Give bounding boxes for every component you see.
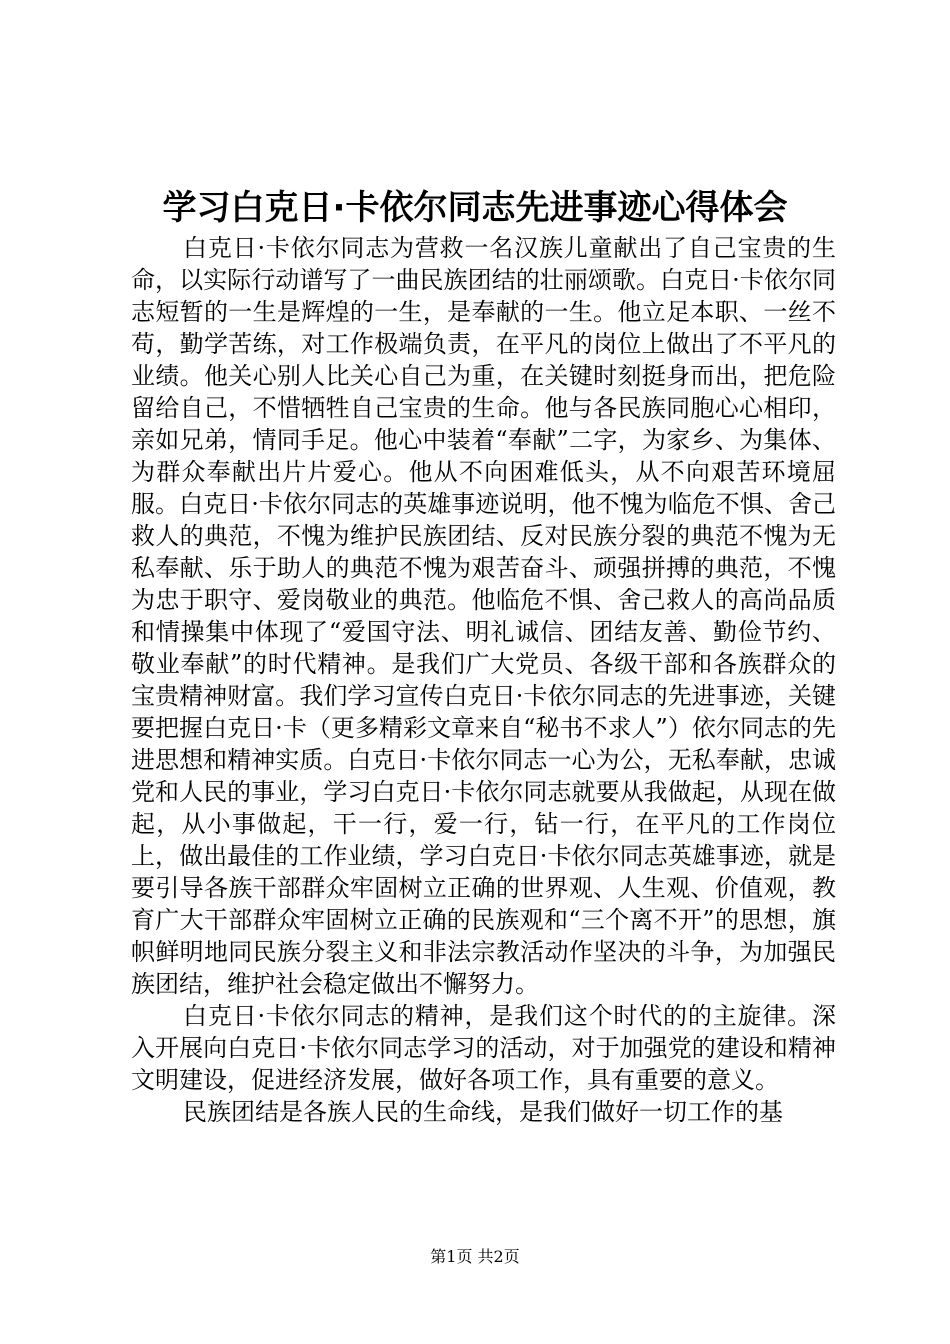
body-paragraph-2: 白克日·卡依尔同志的精神，是我们这个时代的的主旋律。深入开展向白克日·卡依尔同志学习的活动，对于加强党的建设和精神文明建设，促进经济发展，做好各项工作，具有重要的意义。	[131, 1002, 836, 1094]
page-footer	[0, 1246, 950, 1268]
page-number-indicator: 第1页 共2页	[430, 1247, 520, 1266]
body-paragraph-1: 白克日·卡依尔同志为营救一名汉族儿童献出了自己宝贵的生命，以实际行动谱写了一曲民族团结的壮丽颂歌。白克日·卡依尔同志短暂的一生是辉煌的一生，是奉献的一生。他立足本职、一丝不苟，勤学苦练，对工作极端负责，在平凡的岗位上做出了不平凡的业绩。他关心别人比关心自己为重，在关键时刻挺身而出，把危险留给自己，不惜牺牲自己宝贵的生命。他与各民族同胞心心相印，亲如兄弟，情同手足。他心中装着“奉献”二字，为家乡、为集体、为群众奉献出片片爱心。他从不向困难低头，从不向艰苦环境屈服。白克日·卡依尔同志的英雄事迹说明，他不愧为临危不惧、舍己救人的典范，不愧为维护民族团结、反对民族分裂的典范不愧为无私奉献、乐于助人的典范不愧为艰苦奋斗、顽强拼搏的典范，不愧为忠于职守、爱岗敬业的典范。他临危不惧、舍己救人的高尚品质和情操集中体现了“爱国守法、明礼诚信、团结友善、勤俭节约、敬业奉献”的时代精神。是我们广大党员、各级干部和各族群众的宝贵精神财富。我们学习宣传白克日·卡依尔同志的先进事迹，关键要把握白克日·卡（更多精彩文章来自“秘书不求人”）依尔同志的先进思想和精神实质。白克日·卡依尔同志一心为公，无私奉献，忠诚党和人民的事业，学习白克日·卡依尔同志就要从我做起，从现在做起，从小事做起，干一行，爱一行，钻一行，在平凡的工作岗位上，做出最佳的工作业绩，学习白克日·卡依尔同志英雄事迹，就是要引导各族干部群众牢固树立正确的世界观、人生观、价值观，教育广大干部群众牢固树立正确的民族观和“三个离不开”的思想，旗帜鲜明地同民族分裂主义和非法宗教活动作坚决的斗争，为加强民族团结，维护社会稳定做出不懈努力。	[131, 234, 836, 998]
body-paragraph-3: 民族团结是各族人民的生命线，是我们做好一切工作的基	[183, 1098, 783, 1126]
document-title: 学习白克日·卡依尔同志先进事迹心得体会	[162, 188, 788, 228]
document-body	[131, 232, 836, 1128]
